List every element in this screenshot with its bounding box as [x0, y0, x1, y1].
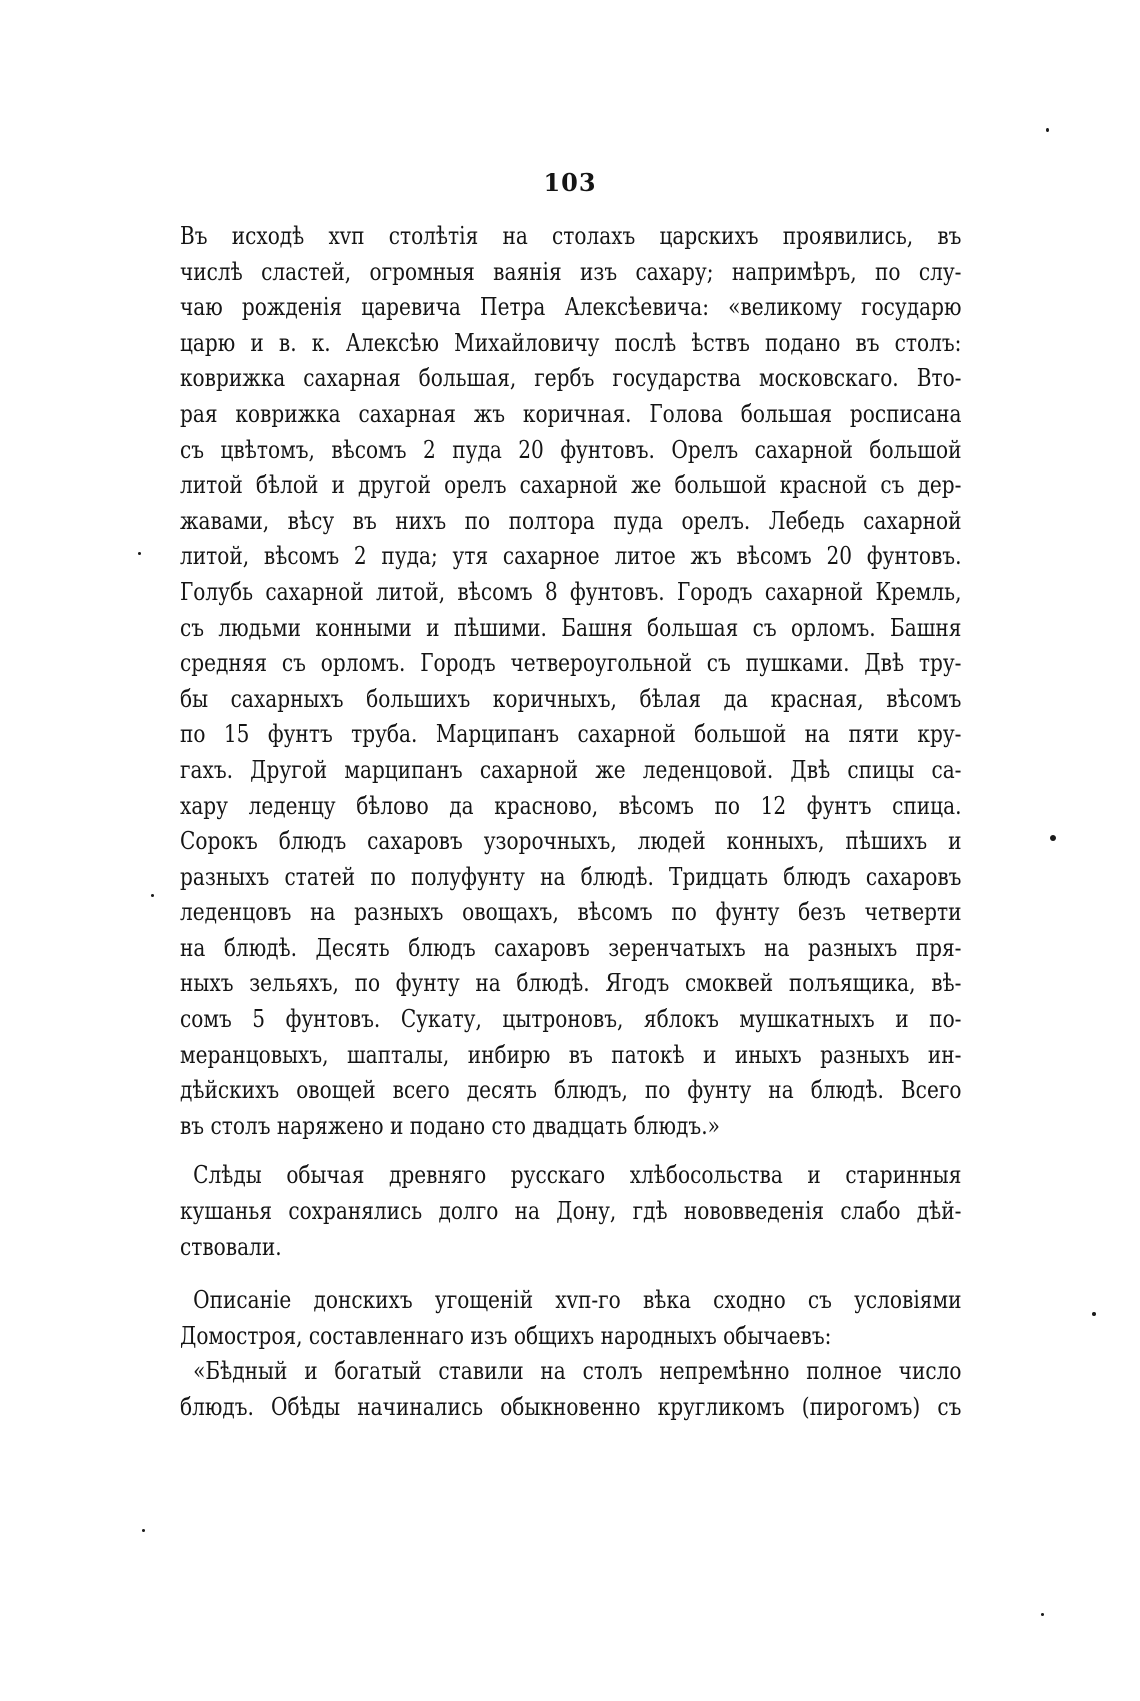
text-line: Голубь сахарной литой, вѣсомъ 8 фунтовъ. Городъ сахарной Кремль,	[180, 576, 962, 606]
text-line: кушанья сохранялись долго на Дону, гдѣ нововведенія слабо дѣй-	[180, 1196, 962, 1226]
text-line: съ цвѣтомъ, вѣсомъ 2 пуда 20 фунтовъ. Орелъ сахарной большой	[180, 434, 962, 464]
page-number: 103	[543, 168, 597, 197]
text-line: числѣ сластей, огромныя ваянія изъ сахару; напримѣръ, по слу-	[180, 256, 962, 286]
text-line: въ столъ наряжено и подано сто двадцать блюдъ.»	[180, 1110, 720, 1140]
text-line: бы сахарныхъ большихъ коричныхъ, бѣлая да красная, вѣсомъ	[180, 683, 962, 713]
text-line: разныхъ статей по полуфунту на блюдѣ. Тридцать блюдъ сахаровъ	[180, 861, 962, 891]
text-line: литой бѣлой и другой орелъ сахарной же большой красной съ дер-	[180, 470, 962, 500]
paragraph-line: Описаніе донскихъ угощеній xvп-го вѣка сходно съ условіями	[193, 1285, 962, 1315]
text-line: меранцовыхъ, шапталы, инбирю въ патокѣ и иныхъ разныхъ ин-	[180, 1039, 962, 1069]
text-line: по 15 фунтъ труба. Марципанъ сахарной большой на пяти кру-	[180, 719, 962, 749]
text-line: леденцовъ на разныхъ овощахъ, вѣсомъ по фунту безъ четверти	[180, 897, 962, 927]
paragraph-line: «Бѣдный и богатый ставили на столъ непремѣнно полное число	[193, 1356, 962, 1386]
text-line: Сорокъ блюдъ сахаровъ узорочныхъ, людей конныхъ, пѣшихъ и	[180, 826, 962, 856]
text-line: сомъ 5 фунтовъ. Сукату, цытроновъ, яблокъ мушкатныхъ и по-	[180, 1004, 962, 1034]
text-line: царю и в. к. Алексѣю Михайловичу послѣ ѣствъ подано въ столъ:	[180, 327, 962, 357]
text-line: коврижка сахарная большая, гербъ государства московскаго. Вто-	[180, 363, 962, 393]
text-line: Въ исходѣ xvп столѣтія на столахъ царскихъ проявились, въ	[180, 221, 962, 250]
text-line: средняя съ орломъ. Городъ четвероугольной съ пушками. Двѣ тру-	[180, 648, 962, 678]
text-line: ныхъ зельяхъ, по фунту на блюдѣ. Ягодъ смоквей полъящика, вѣ-	[180, 968, 962, 998]
text-line: ствовали.	[180, 1231, 282, 1261]
paragraph-line: Слѣды обычая древняго русскаго хлѣбосольства и старинныя	[193, 1160, 962, 1190]
text-line: рая коврижка сахарная жъ коричная. Голова большая росписана	[180, 398, 962, 428]
scan-speck	[138, 552, 141, 555]
text-line: гахъ. Другой марципанъ сахарной же леденцовой. Двѣ спицы са-	[180, 754, 962, 784]
text-line: хару леденцу бѣлово да красново, вѣсомъ по 12 фунтъ спица.	[180, 790, 962, 820]
text-line: литой, вѣсомъ 2 пуда; утя сахарное литое жъ вѣсомъ 20 фунтовъ.	[180, 541, 962, 571]
text-line: блюдъ. Обѣды начинались обыкновенно кругликомъ (пирогомъ) съ	[180, 1392, 962, 1421]
text-line: на блюдѣ. Десять блюдъ сахаровъ зеренчатыхъ на разныхъ пря-	[180, 932, 962, 962]
text-line: дѣйскихъ овощей всего десять блюдъ, по фунту на блюдѣ. Всего	[180, 1075, 962, 1105]
scan-speck	[151, 894, 154, 897]
scan-speck	[1092, 1312, 1096, 1316]
scan-speck	[1041, 1613, 1044, 1616]
scan-speck	[1050, 835, 1056, 841]
text-line: чаю рожденія царевича Петра Алексѣевича: «великому государю	[180, 292, 962, 322]
scan-speck	[1046, 128, 1049, 132]
body-text	[180, 218, 962, 1425]
text-line: Домостроя, составленнаго изъ общихъ народныхъ обычаевъ:	[180, 1320, 832, 1350]
scan-speck	[142, 1529, 145, 1532]
text-line: съ людьми конными и пѣшими. Башня большая съ орломъ. Башня	[180, 612, 962, 642]
text-line: жавами, вѣсу въ нихъ по полтора пуда орелъ. Лебедь сахарной	[180, 505, 962, 535]
